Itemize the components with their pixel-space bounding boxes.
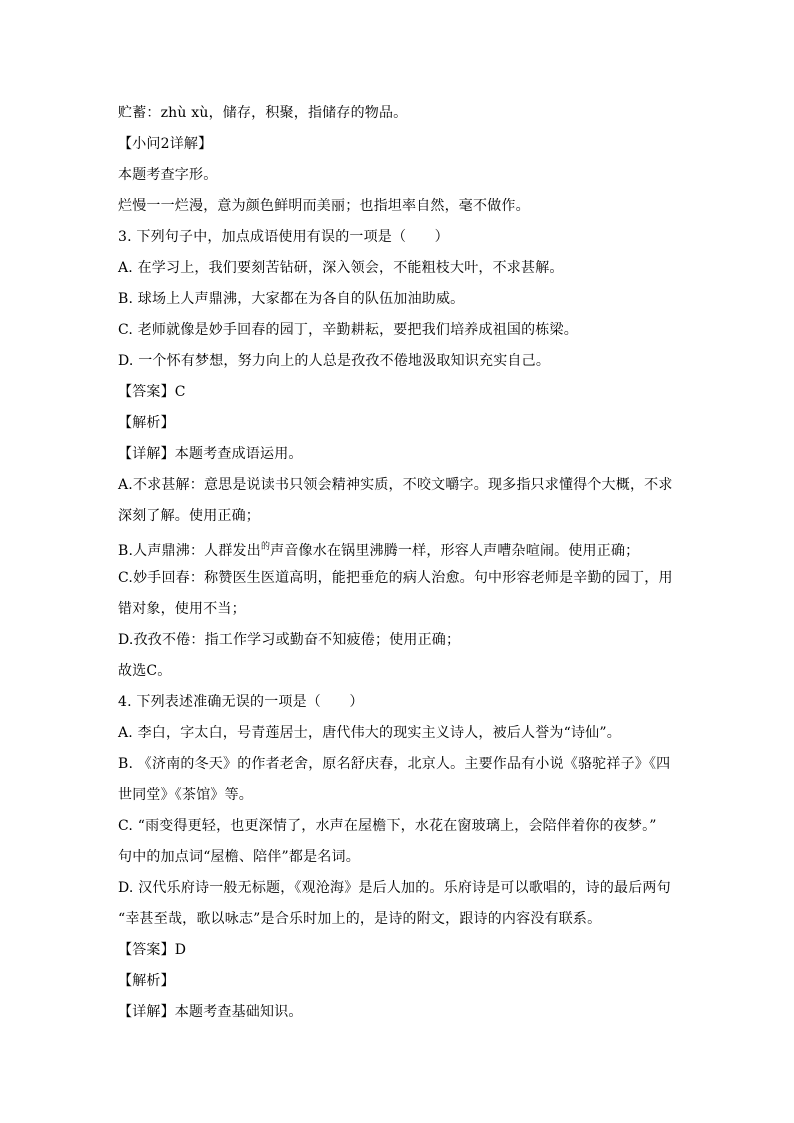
question-3-option-d: D. 一个怀有梦想，努力向上的人总是孜孜不倦地汲取知识充实自己。 (118, 353, 551, 369)
question-3-option-a: A. 在学习上，我们要刻苦钻研，深入领会，不能粗枝大叶，不求甚解。 (118, 260, 564, 276)
question-4-analysis-heading: 【解析】 (118, 973, 175, 989)
question-4-option-d-1: D. 汉代乐府诗一般无标题，《观沧海》是后人加的。乐府诗是可以歌唱的，诗的最后两句 (118, 880, 671, 896)
document-body (118, 98, 678, 1028)
question-4-option-b-2: 世同堂》《茶馆》等。 (118, 787, 253, 803)
question-3-conclusion: 故选C。 (118, 663, 172, 679)
text-line-3: 本题考查字形。 (118, 167, 218, 183)
question-3-explain-a-2: 深刻了解。使用正确； (118, 508, 260, 524)
section-heading-subquestion-2: 【小问2详解】 (118, 136, 213, 152)
question-3-answer: 【答案】C (118, 384, 186, 400)
question-4-option-a: A. 李白，字太白，号青莲居士，唐代伟大的现实主义诗人，被后人誉为“诗仙”。 (118, 725, 621, 741)
question-4-answer: 【答案】D (118, 942, 187, 958)
question-3-analysis-heading: 【解析】 (118, 415, 175, 431)
question-4-stem: 4. 下列表述准确无误的一项是（ ） (118, 694, 364, 710)
question-3-stem: 3. 下列句子中，加点成语使用有误的一项是（ ） (118, 229, 449, 245)
explain-b-superscript: 的 (260, 542, 271, 552)
question-3-explain-c-1: C.妙手回春：称赞医生医道高明，能把垂危的病人治愈。句中形容老师是辛勤的园丁，用 (118, 570, 673, 586)
text-line-1: 贮蓄：zhù xù，储存，积聚，指储存的物品。 (118, 105, 408, 121)
question-4-option-c-1: C. “雨变得更轻，也更深情了，水声在屋檐下，水花在窗玻璃上，会陪伴着你的夜梦。” (118, 818, 657, 834)
question-3-explain-d: D.孜孜不倦：指工作学习或勤奋不知疲倦；使用正确； (118, 632, 461, 648)
question-3-explain-c-2: 错对象，使用不当； (118, 601, 246, 617)
question-3-explain-a-1: A.不求甚解：意思是说读书只领会精神实质，不咬文嚼字。现多指只求懂得个大概，不求 (118, 477, 673, 493)
question-3-option-c: C. 老师就像是妙手回春的园丁，辛勤耕耘，要把我们培养成祖国的栋梁。 (118, 322, 578, 338)
question-4-option-c-2: 句中的加点词“屋檐、陪伴”都是名词。 (118, 849, 360, 865)
question-3-option-b: B. 球场上人声鼎沸，大家都在为各自的队伍加油助威。 (118, 291, 465, 307)
explain-b-part-1: B.人声鼎沸：人群发出 (118, 543, 261, 559)
question-4-option-b-1: B. 《济南的冬天》的作者老舍，原名舒庆春，北京人。主要作品有小说《骆驼祥子》《四 (118, 756, 671, 772)
question-3-explain-b (118, 532, 678, 563)
question-3-detail: 【详解】本题考查成语运用。 (118, 446, 303, 462)
text-line-4: 烂慢一一烂漫，意为颜色鲜明而美丽；也指坦率自然，毫不做作。 (118, 198, 530, 214)
question-4-detail: 【详解】本题考查基础知识。 (118, 1004, 303, 1020)
explain-b-part-2: 声音像水在锅里沸腾一样，形容人声嘈杂喧闹。使用正确； (270, 543, 640, 559)
question-4-option-d-2: “幸甚至哉，歌以咏志”是合乐时加上的，是诗的附文，跟诗的内容没有联系。 (118, 911, 602, 927)
